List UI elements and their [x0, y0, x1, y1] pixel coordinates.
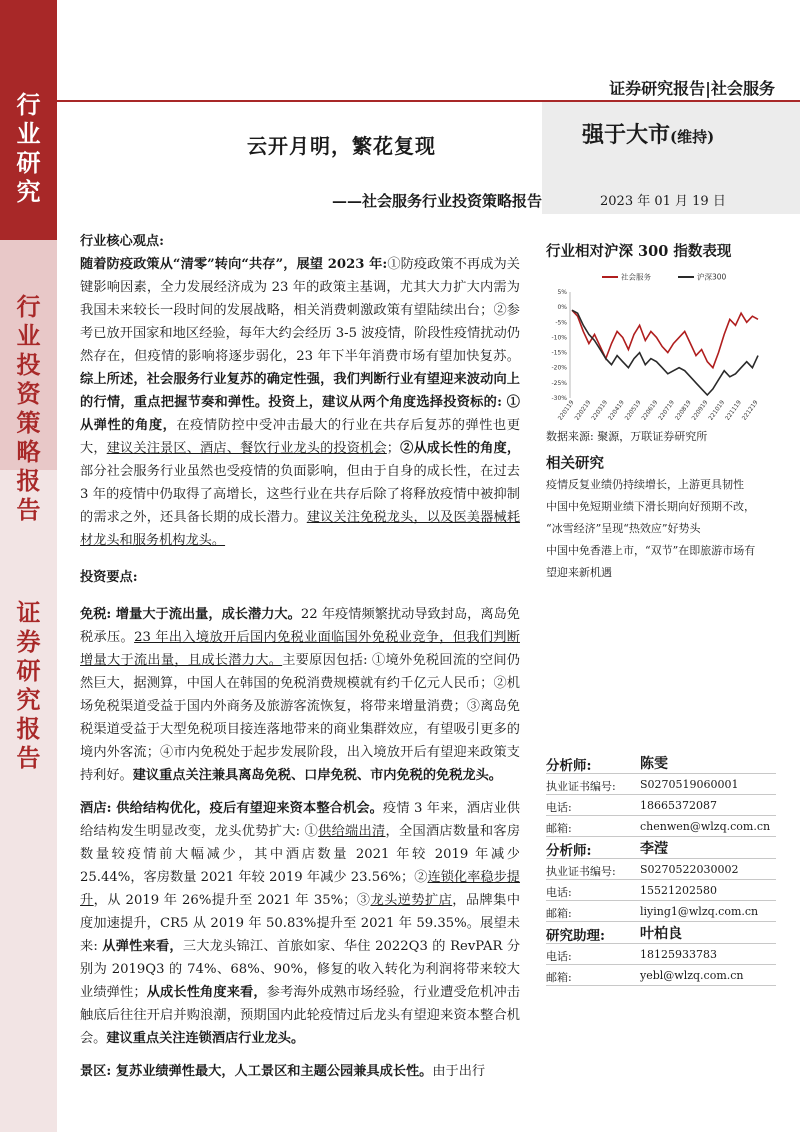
- scenic-text: 由于出行: [432, 1064, 486, 1079]
- y-tick-label: -25%: [551, 379, 567, 387]
- x-tick-label: 220519: [623, 399, 643, 420]
- band-top-char: 研: [16, 148, 41, 177]
- points-heading: 投资要点:: [80, 570, 138, 585]
- analyst-2-cert-row: [546, 859, 776, 880]
- related-item[interactable]: 中国中免短期业绩下滑长期向好预期不改，: [546, 500, 755, 513]
- band-mid-char: 投: [16, 350, 41, 379]
- cert-number: S0270522030002: [640, 863, 739, 876]
- rating-note: (维持): [670, 128, 715, 146]
- band-mid-char: 报: [16, 466, 41, 495]
- band-bottom-char: 究: [16, 685, 41, 714]
- related-item[interactable]: 疫情反复业绩仍持续增长，上游更具韧性: [546, 478, 744, 491]
- y-tick-label: 5%: [557, 289, 567, 296]
- band-mid-char: 业: [16, 321, 41, 350]
- band-label-strategy-report: [0, 292, 57, 524]
- spacer: [80, 1050, 520, 1060]
- core-text-3: 部分社会服务行业虽然也受疫情的负面影响，但由于自身的成长性，在过去 3 年的疫情中仍取得了高增长，这些行业在共存后除了将释放疫情中被抑制的需求之外，还具备长期的成长潜力。: [80, 464, 520, 525]
- title-area: [57, 102, 542, 214]
- analyst-3-name-row: [546, 922, 776, 944]
- tel-number: 18665372087: [640, 799, 717, 812]
- duty-free-suggest: 建议重点关注兼具离岛免税、口岸免税、市内免税的免税龙头。: [132, 768, 502, 783]
- band-mid-char: 资: [16, 379, 41, 408]
- mail-label: 邮箱:: [546, 907, 572, 920]
- hotel-paragraph: [80, 797, 520, 1050]
- mail-label: 邮箱:: [546, 822, 572, 835]
- legend-label: 沪深300: [697, 272, 727, 282]
- tel-label: 电话:: [546, 886, 572, 899]
- hotel-u3: 龙头逆势扩店: [370, 893, 453, 908]
- chart-heading: 行业相对沪深 300 指数表现: [546, 243, 732, 260]
- core-lead: 随着防疫政策从“清零”转向“共存”，展望 2023 年:: [80, 257, 388, 272]
- legend-label: 社会服务: [621, 272, 651, 282]
- spacer: [80, 787, 520, 797]
- analyst-name: 陈雯: [640, 756, 668, 772]
- related-item[interactable]: 中国中免香港上市，“双节”在即旅游市场有: [546, 544, 756, 557]
- spacer: [80, 589, 520, 603]
- y-tick-label: -10%: [551, 334, 567, 342]
- core-sep: ；: [386, 441, 400, 456]
- x-tick-label: 220619: [640, 399, 660, 420]
- cert-label: 执业证书编号:: [546, 865, 616, 878]
- y-tick-label: -15%: [551, 349, 567, 357]
- x-tick-label: 220919: [690, 399, 710, 420]
- relative-performance-chart: [546, 270, 776, 420]
- analyst-1-name-row: [546, 752, 776, 774]
- band-bottom-char: 券: [16, 627, 41, 656]
- tel-label: 电话:: [546, 950, 572, 963]
- rating-box: [542, 102, 800, 214]
- band-mid-char: 略: [16, 437, 41, 466]
- x-tick-label: 221219: [740, 399, 760, 420]
- hotel-text-6: 参考海外成熟市场经验，行业遭受危机冲击触底后往往开启并购浪潮，预期国内此轮疫情过后龙头有望迎来资本整合机会。: [80, 985, 521, 1046]
- core-suggest-2: 建议关注免税龙头，以及医美器械耗材龙头和服务机构龙头。: [80, 510, 521, 548]
- x-tick-label: 221119: [724, 399, 743, 420]
- tel-number: 18125933783: [640, 948, 717, 961]
- hotel-lead: 酒店: 供给结构优化，疫后有望迎来资本整合机会。: [80, 801, 384, 816]
- report-date: 2023 年 01 月 19 日: [600, 194, 726, 209]
- hotel-u1: 供给端出清: [318, 824, 386, 839]
- related-item[interactable]: “冰雪经济”呈现“热效应”好势头: [546, 522, 701, 535]
- y-tick-label: 0%: [557, 304, 567, 312]
- hotel-text-5: 三大龙头锦江、首旅如家、华住 2022Q3 的 RevPAR 分别为 2019Q3 的 74%、68%、90%，修复的收入转化为利润将带来较大业绩弹性；: [80, 939, 521, 1000]
- industry-rating: [582, 118, 714, 149]
- x-tick-label: 220419: [606, 399, 626, 420]
- band-top-char: 业: [16, 119, 41, 148]
- y-tick-label: -20%: [551, 364, 567, 372]
- analyst-2-name-row: [546, 837, 776, 859]
- tel-label: 电话:: [546, 801, 572, 814]
- mail-address[interactable]: chenwen@wlzq.com.cn: [640, 820, 771, 833]
- chart-svg: [546, 270, 776, 420]
- analyst-role: 分析师:: [546, 843, 592, 859]
- hotel-growth: 从成长性角度来看，: [146, 985, 267, 1000]
- report-subtitle: ——社会服务行业投资策略报告: [331, 192, 542, 210]
- x-tick-label: 220819: [673, 399, 693, 420]
- core-suggest-1: 建议关注景区、酒店、餐饮行业龙头的投资机会: [106, 441, 387, 456]
- core-text-1: ①防疫政策不再成为关键影响因素，全力发展经济成为 23 年的政策主基调，尤其大力扩大内需为我国未来较长一段时间的发展战略，相关消费刺激政策有望陆续出台；②参考已放开国家和地区经验，每年大约会经历 3-5 波疫情，阶段性疫情扰动仍然存在，但疫情的影响将逐步弱化，23 年下半年消费市场有望加快复苏。: [80, 257, 520, 364]
- hotel-text-3: ，从 2019 年 26%提升至 2021 年 35%；③: [93, 893, 371, 908]
- x-tick-label: 220219: [573, 399, 593, 420]
- core-text-2: 在疫情防控中受冲击最大的行业在共存后复苏的弹性也更大，: [80, 418, 521, 456]
- band-mid-char: 行: [16, 292, 41, 321]
- x-tick-label: 220319: [590, 399, 610, 420]
- analyst-3-tel-row: [546, 944, 776, 965]
- main-body: [80, 230, 520, 1083]
- analyst-role: 研究助理:: [546, 928, 605, 944]
- core-conclusion: 综上所述，社会服务行业复苏的确定性强，我们判断行业有望迎来波动向上的行情，重点把握节奏和弹性。投资上，建议从两个角度选择投资标的: ①从弹性的角度，: [80, 372, 520, 433]
- duty-free-text-1: 22 年疫情频繁扰动导致封岛，离岛免税承压。: [80, 607, 520, 645]
- report-category: 证券研究报告|社会服务: [609, 79, 775, 98]
- band-bottom-char: 报: [16, 714, 41, 743]
- y-tick-label: -30%: [551, 395, 567, 402]
- tel-number: 15521202580: [640, 884, 717, 897]
- cert-label: 执业证书编号:: [546, 780, 616, 793]
- band-mid-char: 策: [16, 408, 41, 437]
- duty-free-paragraph: [80, 603, 520, 787]
- mail-address[interactable]: yebl@wlzq.com.cn: [640, 969, 744, 982]
- band-label-securities-report: [0, 598, 57, 772]
- x-tick-label: 220719: [657, 399, 677, 420]
- spacer: [80, 552, 520, 566]
- band-bottom-char: 研: [16, 656, 41, 685]
- series-line-social-service: [572, 310, 758, 368]
- hotel-suggest: 建议重点关注连锁酒店行业龙头。: [106, 1031, 305, 1046]
- analyst-1-tel-row: [546, 795, 776, 816]
- related-item[interactable]: 望迎来新机遇: [546, 566, 612, 579]
- analyst-2-mail-row: [546, 901, 776, 922]
- mail-address[interactable]: liying1@wlzq.com.cn: [640, 905, 759, 918]
- cert-number: S0270519060001: [640, 778, 739, 791]
- analyst-info: [546, 752, 776, 986]
- hotel-text-4: ，品牌集中度加速提升，CR5 从 2019 年 50.83%提升至 2021 年 59.35%。展望未来:: [80, 893, 521, 954]
- analyst-2-tel-row: [546, 880, 776, 901]
- core-heading-text: 行业核心观点:: [80, 234, 164, 249]
- duty-free-text-2: 主要原因包括: ①境外免税回流的空间仍然巨大，据测算，中国人在韩国的免税消费规模就有约千亿元人民币；②机场免税渠道受益于国内外商务及旅游客流恢复，将带来增量消费；③离岛免税渠道受益于大型免税项目接连落地带来的商业集群效应，有望吸引更多的境内外客流；④市内免税处于起步发展阶段，出入境放开后有望迎来政策支持利好。: [80, 653, 520, 783]
- duty-free-lead: 免税: 增量大于流出量，成长潜力大。: [80, 607, 301, 622]
- report-title: 云开月明，繁花复现: [247, 134, 436, 158]
- scenic-lead: 景区: 复苏业绩弹性最大，人工景区和主题公园兼具成长性。: [80, 1064, 433, 1079]
- core-paragraph: [80, 253, 520, 552]
- band-top-char: 究: [16, 177, 41, 206]
- hotel-u2: 连锁化率稳步提升: [80, 870, 520, 908]
- duty-free-highlight: 23 年出入境放开后国内免税业面临国外免税业竞争，但我们判断增量大于流出量，且成长潜力大。: [80, 630, 520, 668]
- mail-label: 邮箱:: [546, 971, 572, 984]
- hotel-text-1: 疫情 3 年来，酒店业供给结构发生明显改变，龙头优势扩大: ①: [80, 801, 520, 839]
- band-bottom-char: 证: [16, 598, 41, 627]
- analyst-name: 李滢: [640, 841, 668, 857]
- hotel-elastic: 从弹性来看，: [102, 939, 183, 954]
- x-tick-label: 221019: [707, 399, 727, 420]
- band-bottom-char: 告: [16, 743, 41, 772]
- x-tick-label: 220119: [556, 399, 576, 420]
- hotel-text-2: ，全国酒店数量和客房数量较疫情前大幅减少，其中酒店数量 2021 年较 2019 年减少 25.44%，客房数量 2021 年较 2019 年减少 23.56%；②: [80, 824, 521, 885]
- analyst-name: 叶柏良: [640, 926, 682, 942]
- band-mid-char: 告: [16, 495, 41, 524]
- scenic-paragraph: [80, 1060, 520, 1083]
- core-growth-angle: ②从成长性的角度，: [399, 441, 521, 456]
- analyst-1-mail-row: [546, 816, 776, 837]
- related-list: [546, 474, 778, 584]
- analyst-3-mail-row: [546, 965, 776, 986]
- analyst-1-cert-row: [546, 774, 776, 795]
- chart-source: 数据来源: 聚源，万联证券研究所: [546, 430, 708, 443]
- core-heading: [80, 230, 520, 253]
- rating-value: 强于大市: [582, 122, 671, 148]
- related-heading: 相关研究: [546, 455, 604, 472]
- y-tick-label: -5%: [555, 319, 567, 327]
- analyst-role: 分析师:: [546, 758, 592, 774]
- band-label-industry-research: [0, 90, 57, 206]
- band-top-char: 行: [16, 90, 41, 119]
- series-line-csi300: [572, 310, 758, 395]
